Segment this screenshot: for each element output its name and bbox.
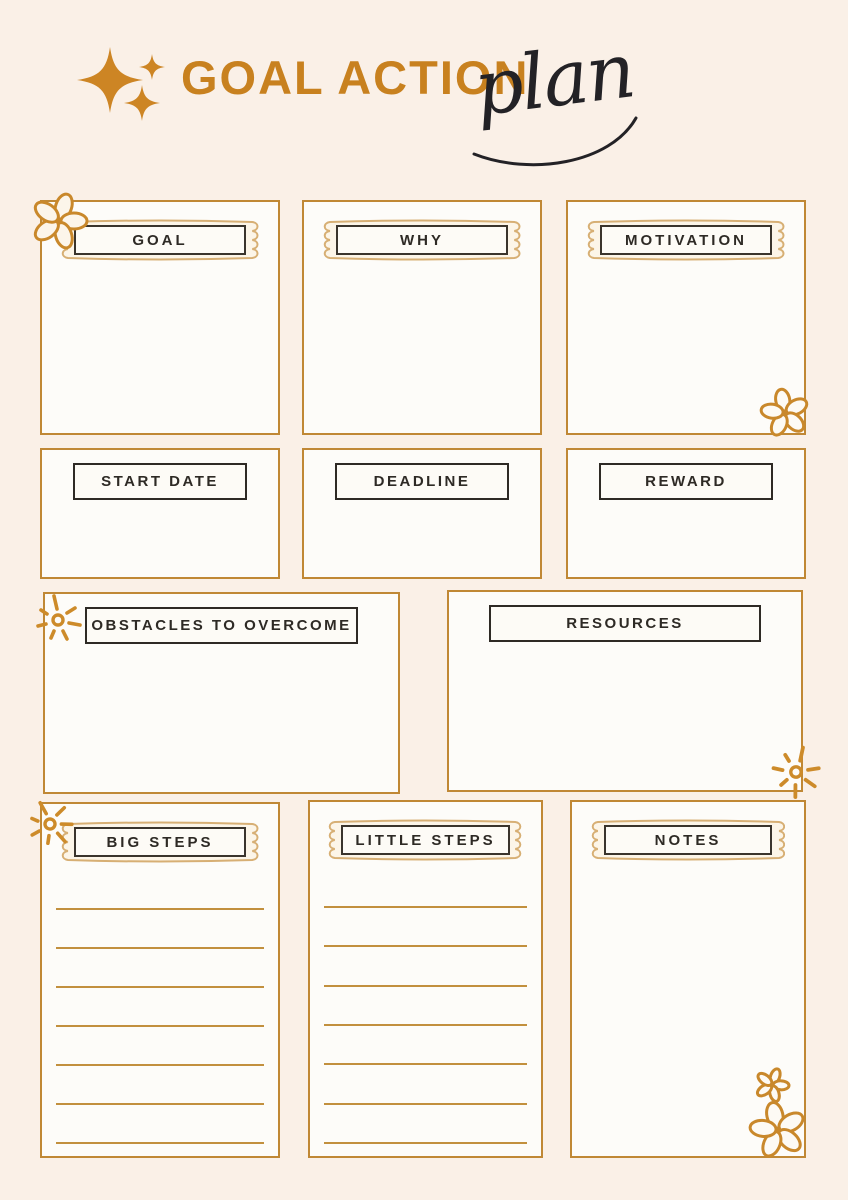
resources-label-text: RESOURCES [566, 615, 684, 632]
ruled-line [324, 1103, 527, 1105]
motivation-label-frame [587, 217, 785, 263]
notes-label-frame [591, 817, 786, 863]
ruled-line [56, 908, 264, 910]
goal-label-frame [61, 217, 259, 263]
page-title: GOAL ACTION [181, 51, 530, 104]
start-date-label [73, 463, 247, 500]
ruled-line [324, 1142, 527, 1144]
ruled-line [56, 1142, 264, 1144]
goal-label [74, 225, 246, 255]
goal-label-text: GOAL [132, 231, 188, 249]
panel-resources [447, 590, 803, 792]
flower-icon [758, 386, 812, 440]
ruled-line [56, 1103, 264, 1105]
notes-label [604, 825, 773, 855]
notes-label-text: NOTES [654, 831, 722, 849]
ruled-line [56, 947, 264, 949]
sparkles-icon [76, 42, 172, 124]
sparkle-burst-icon [22, 796, 78, 852]
big-steps-label-text: BIG STEPS [106, 833, 214, 851]
deadline-label [335, 463, 509, 500]
obstacles-label [85, 607, 357, 644]
ruled-line [56, 986, 264, 988]
big-steps-label-frame [61, 819, 259, 865]
why-label [336, 225, 508, 255]
little-steps-ruled-lines [324, 906, 527, 1144]
panel-reward [566, 448, 806, 579]
ruled-line [56, 1025, 264, 1027]
ruled-line [324, 945, 527, 947]
little-steps-label-frame [328, 817, 522, 863]
flower-icon [28, 190, 90, 252]
double-flower-icon [740, 1060, 816, 1164]
ruled-line [56, 1064, 264, 1066]
why-label-text: WHY [399, 231, 444, 249]
big-steps-ruled-lines [56, 908, 264, 1144]
why-label-frame [323, 217, 521, 263]
sparkle-burst-icon [766, 742, 826, 802]
little-steps-label [341, 825, 509, 855]
page-subtitle-text: plan [469, 25, 639, 134]
ruled-line [324, 1024, 527, 1026]
ruled-line [324, 985, 527, 987]
resources-label [489, 605, 761, 642]
panel-why [302, 200, 542, 435]
big-steps-label [74, 827, 246, 857]
ruled-line [324, 1063, 527, 1065]
motivation-label-text: MOTIVATION [625, 231, 747, 249]
start-date-label-text: START DATE [101, 473, 219, 490]
obstacles-label-text: OBSTACLES TO OVERCOME [91, 617, 352, 634]
panel-start-date [40, 448, 280, 579]
reward-label [599, 463, 773, 500]
reward-label-text: REWARD [645, 473, 727, 490]
panel-little-steps [308, 800, 543, 1158]
panel-obstacles [43, 592, 400, 794]
panel-deadline [302, 448, 542, 579]
motivation-label [600, 225, 772, 255]
sparkle-burst-icon [30, 592, 86, 648]
page-subtitle [469, 25, 694, 168]
deadline-label-text: DEADLINE [373, 473, 471, 490]
ruled-line [324, 906, 527, 908]
little-steps-label-text: LITTLE STEPS [355, 831, 496, 849]
panel-big-steps [40, 802, 280, 1158]
